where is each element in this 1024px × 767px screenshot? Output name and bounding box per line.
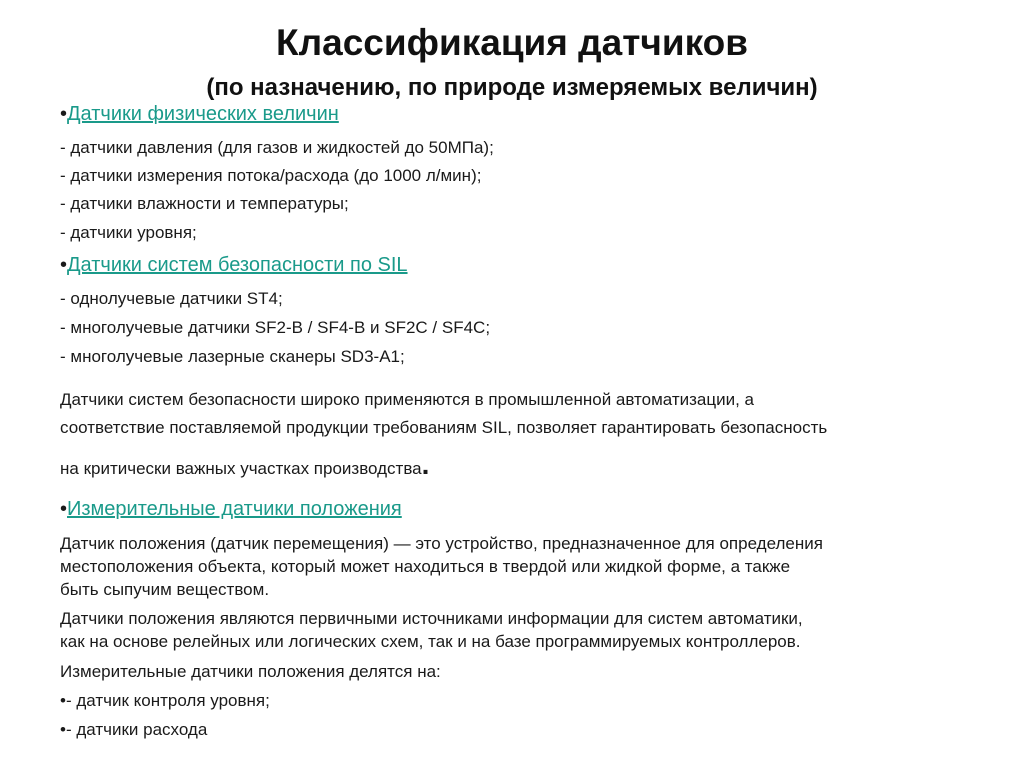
link-physical-sensors[interactable]: Датчики физических величин — [67, 103, 339, 125]
list-item: - датчики давления (для газов и жидкостей до 50МПа); — [60, 138, 494, 157]
paragraph-line: как на основе релейных или логических схем, так и на базе программируемых контроллеров. — [60, 632, 801, 651]
link-position-sensors[interactable]: Измерительные датчики положения — [67, 498, 402, 520]
list-item: - датчики уровня; — [60, 223, 197, 242]
section-heading-sil — [60, 254, 408, 277]
list-item: •- датчик контроля уровня; — [60, 691, 270, 710]
paragraph-line: местоположения объекта, который может находиться в твердой или жидкой форме, а также — [60, 557, 791, 576]
paragraph-line: быть сыпучим веществом. — [60, 580, 270, 599]
list-item: - датчики влажности и температуры; — [60, 194, 349, 213]
paragraph-line: Датчик положения (датчик перемещения) — это устройство, предназначенное для определения — [60, 534, 823, 553]
paragraph-text: на критически важных участках производства — [60, 459, 422, 478]
bullet: • — [60, 103, 68, 125]
paragraph-line — [60, 449, 430, 480]
paragraph-line: соответствие поставляемой продукции требованиям SIL, позволяет гарантировать безопасность — [60, 418, 828, 437]
bullet: • — [60, 498, 68, 520]
page-subtitle: (по назначению, по природе измеряемых величин) — [206, 74, 818, 101]
list-item: - многолучевые датчики SF2-B / SF4-B и SF2C / SF4C; — [60, 318, 491, 337]
list-item: - многолучевые лазерные сканеры SD3-A1; — [60, 347, 405, 366]
list-item: •- датчики расхода — [60, 720, 208, 739]
bullet: • — [60, 254, 68, 276]
period: . — [421, 449, 430, 480]
paragraph-line: Измерительные датчики положения делятся на: — [60, 662, 441, 681]
page-title: Классификация датчиков — [276, 22, 748, 63]
section-heading-physical — [60, 103, 339, 126]
paragraph-line: Датчики систем безопасности широко применяются в промышленной автоматизации, а — [60, 390, 755, 409]
section-heading-position — [60, 498, 402, 521]
list-item: - однолучевые датчики ST4; — [60, 289, 283, 308]
link-sil-sensors[interactable]: Датчики систем безопасности по SIL — [67, 254, 408, 276]
list-item: - датчики измерения потока/расхода (до 1000 л/мин); — [60, 166, 482, 185]
paragraph-line: Датчики положения являются первичными источниками информации для систем автоматики, — [60, 609, 803, 628]
